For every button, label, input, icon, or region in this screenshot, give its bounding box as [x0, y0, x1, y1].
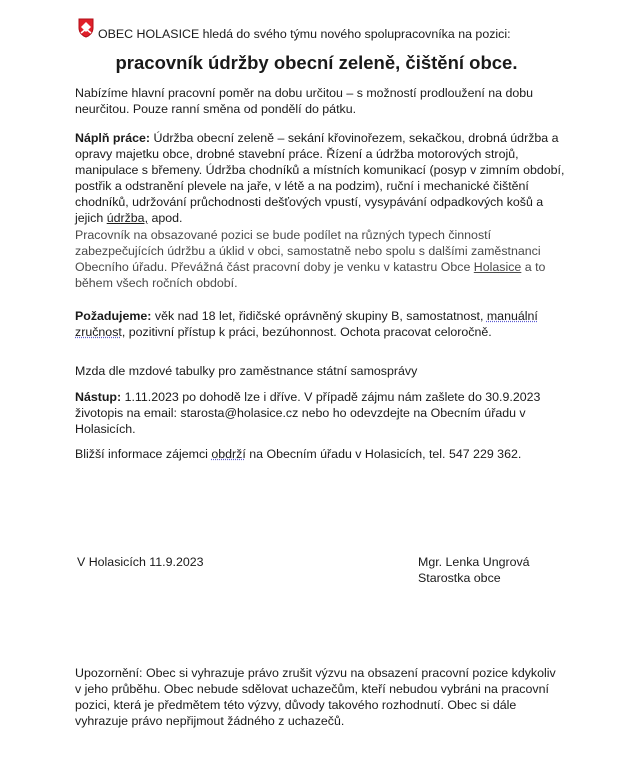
requirements-label: Požadujeme:: [75, 309, 152, 323]
requirements-text-end: , pozitivní přístup k práci, bezúhonnost. Ochota pracovat celoročně.: [121, 325, 492, 339]
notice-paragraph: Upozornění: Obec si vyhrazuje právo zrušit výzvu na obsazení pracovní pozice kdykoliv v jeho průběhu. Obec nebude sdělovat uchazečům, kteří nebudou vybráni na pracovní pozici, která je předmětem této výzvy, důvody takového rozhodnutí. Obec si dále vyhrazuje právo nepřijmout žádného z uchazečů.: [75, 666, 556, 728]
job-text: Údržba obecní zeleně – sekání křovinořezem, sekačkou, drobná údržba a opravy majetku obce, drobné stavební práce. Řízení a údržba motorových strojů, manipulace s břemeny. Údržba chodníků a místních komunikací (posyp v zimním období, postřik a odstranění plevele na jaře, v létě a na podzim), ruční i mechanické čištění chodníků, udržování průchodnosti dešťových vpustí, vysypávání odpadkových košů a jejich: [75, 131, 565, 225]
job-text-end: apod.: [148, 211, 183, 225]
signer-role: Starostka obce: [418, 571, 501, 585]
intro-paragraph: Nabízíme hlavní pracovní poměr na dobu určitou – s možností prodloužení na dobu neurčitou. Pouze ranní směna od pondělí do pátku.: [75, 86, 534, 116]
info-text: Bližší informace zájemci: [75, 447, 212, 461]
info-marked-word: obdrží: [211, 447, 246, 461]
place-date: V Holasicích 11.9.2023: [77, 555, 204, 569]
job-extra-text: Pracovník na obsazované pozici se bude podílet na různých typech činností zabezpečujících údržbu a úklid v obci, samostatně nebo spolu s dalšími zaměstnanci Obecního úřadu. Převážná část pracovní doby je venku v katastru Obce: [75, 228, 541, 274]
requirements-marked-words: manuální zručnost: [75, 309, 538, 339]
job-label: Náplň práce:: [75, 131, 151, 145]
page-title: pracovník údržby obecní zeleně, čištění obce.: [115, 52, 518, 73]
header-line: OBEC HOLASICE hledá do svého týmu nového spolupracovníka na pozici:: [98, 27, 511, 41]
requirements-paragraph: [75, 308, 565, 340]
requirements-text: věk nad 18 let, řidičské oprávněný skupiny B, samostatnost,: [151, 309, 487, 323]
start-paragraph: [75, 389, 565, 437]
job-extra-marked-word: Holasice: [473, 260, 522, 274]
info-paragraph: [75, 446, 565, 462]
signature-block: [418, 554, 530, 586]
salary-paragraph: Mzda dle mzdové tabulky pro zaměstnance státní samosprávy: [75, 364, 418, 378]
job-extra-paragraph: [75, 227, 565, 291]
signer-name: Mgr. Lenka Ungrová: [418, 555, 530, 569]
job-extra-text-end: a to během všech ročních období.: [75, 260, 546, 290]
coat-of-arms-icon: [78, 18, 94, 38]
start-text: 1.11.2023 po dohodě lze i dříve. V případě zájmu nám zašlete do 30.9.2023 životopis na email: starosta@holasice.cz nebo ho odevzdejte na Obecním úřadu v Holasicích.: [75, 390, 541, 436]
job-description-paragraph: [75, 130, 565, 226]
info-text-end: na Obecním úřadu v Holasicích, tel. 547 229 362.: [245, 447, 522, 461]
start-label: Nástup:: [75, 390, 122, 404]
job-marked-word: údržba,: [106, 211, 149, 225]
